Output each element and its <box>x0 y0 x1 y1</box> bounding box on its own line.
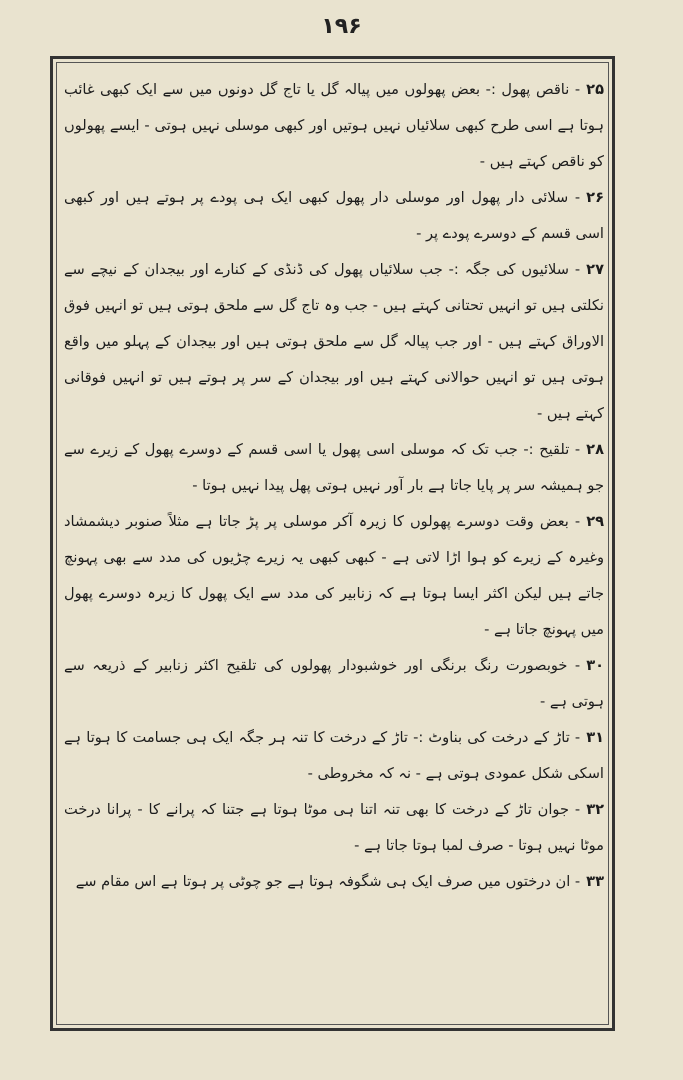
paragraph-number: ۳۰ <box>586 657 605 674</box>
paragraph-number: ۳۳ <box>586 873 604 890</box>
paragraph-number: ۳۲ <box>586 801 605 818</box>
paragraph-number: ۲۵ <box>586 81 604 98</box>
paragraph-text: بعض وقت دوسرے پھولوں کا زیرہ آکر موسلی پر پڑ جاتا ہے مثلاً صنوبر دیشمشاد وغیرہ کے زیرے کو ہوا اڑا لاتی ہے - کبھی کبھی یہ زیرے چڑیوں کی مدد سے بھی پہونچ جاتے ہیں لیکن اکثر ایسا ہوتا ہے کہ زنابیر کی مدد سے ایک پھول کا زیرہ دوسرے پھول میں پہونچ جاتا ہے - <box>64 513 604 638</box>
paragraph-28: ۲۸- تلقیح :- جب تک کہ موسلی اسی پھول یا اسی قسم کے دوسرے پھول کے زیرے سے جو ہمیشہ سر پر پایا جاتا ہے بار آور نہیں ہوتی پھل پیدا نہیں ہوتا - <box>64 441 604 494</box>
paragraph-30: ۳۰- خوبصورت رنگ برنگی اور خوشبودار پھولوں کی تلقیح اکثر زنابیر کے ذریعہ سے ہوتی ہے - <box>64 657 605 710</box>
paragraph-text: ناقص پھول :- بعض پھولوں میں پیالہ گل یا تاج گل دونوں میں سے ایک کبھی غائب ہوتا ہے اسی طرح کبھی سلائیاں نہیں ہوتیں اور کبھی موسلی نہیں ہوتی - ایسے پھولوں کو ناقص کہتے ہیں - <box>64 81 604 170</box>
paragraph-31: ۳۱- تاڑ کے درخت کی بناوٹ :- تاڑ کے درخت کا تنہ ہر جگہ ایک ہی جسامت کا ہوتا ہے اسکی شکل عمودی ہوتی ہے - نہ کہ مخروطی - <box>64 729 605 782</box>
paragraph-text: ان درختوں میں صرف ایک ہی شگوفہ ہوتا ہے جو چوٹی پر ہوتا ہے اس مقام سے <box>75 873 571 890</box>
paragraph-text: تلقیح :- جب تک کہ موسلی اسی پھول یا اسی قسم کے دوسرے پھول کے زیرے سے جو ہمیشہ سر پر پایا جاتا ہے بار آور نہیں ہوتی پھل پیدا نہیں ہوتا - <box>64 441 604 494</box>
paragraph-number: ۲۶ <box>586 189 604 206</box>
paragraph-26: ۲۶- سلائی دار پھول اور موسلی دار پھول کبھی ایک ہی پودے پر ہوتے ہیں اور کبھی اسی قسم کے دوسرے پودے پر - <box>64 189 604 242</box>
paragraph-29: ۲۹- بعض وقت دوسرے پھولوں کا زیرہ آکر موسلی پر پڑ جاتا ہے مثلاً صنوبر دیشمشاد وغیرہ کے زیرے کو ہوا اڑا لاتی ہے - کبھی کبھی یہ زیرے چڑیوں کی مدد سے بھی پہونچ جاتے ہیں لیکن اکثر ایسا ہوتا ہے کہ زنابیر کی مدد سے ایک پھول کا زیرہ دوسرے پھول میں پہونچ جاتا ہے - <box>64 513 605 638</box>
paragraph-32: ۳۲- جوان تاڑ کے درخت کا بھی تنہ اتنا ہی موٹا ہوتا ہے جتنا کہ پرانے کا - پرانا درخت موٹا نہیں ہوتا - صرف لمبا ہوتا جاتا ہے - <box>64 801 605 854</box>
paragraph-27: ۲۷- سلائیوں کی جگہ :- جب سلائیاں پھول کی ڈنڈی کے کنارے اور بیجدان کے نیچے سے نکلتی ہیں تو انہیں تحتانی کہتے ہیں - جب وہ تاج گل سے ملحق ہوتی ہیں تو انہیں فوق الاوراق کہتے ہیں - اور جب پیالہ گل سے ملحق ہوتی ہیں اور بیجدان کے پہلو میں واقع ہوتی ہیں تو انہیں حوالانی کہتے ہیں اور بیجدان کے سر پر ہوتے ہیں تو انہیں فوقانی کہتے ہیں - <box>64 261 604 422</box>
paragraph-33: ۳۳- ان درختوں میں صرف ایک ہی شگوفہ ہوتا ہے جو چوٹی پر ہوتا ہے اس مقام سے <box>75 873 604 890</box>
paragraph-number: ۲۹ <box>586 513 605 530</box>
paragraph-text: خوبصورت رنگ برنگی اور خوشبودار پھولوں کی تلقیح اکثر زنابیر کے ذریعہ سے ہوتی ہے - <box>64 657 604 710</box>
page-text <box>64 72 604 900</box>
paragraph-text: جوان تاڑ کے درخت کا بھی تنہ اتنا ہی موٹا ہوتا ہے جتنا کہ پرانے کا - پرانا درخت موٹا نہیں ہوتا - صرف لمبا ہوتا جاتا ہے - <box>64 801 604 854</box>
paragraph-25: ۲۵- ناقص پھول :- بعض پھولوں میں پیالہ گل یا تاج گل دونوں میں سے ایک کبھی غائب ہوتا ہے اسی طرح کبھی سلائیاں نہیں ہوتیں اور کبھی موسلی نہیں ہوتی - ایسے پھولوں کو ناقص کہتے ہیں - <box>64 81 604 170</box>
paragraph-number: ۲۷ <box>586 261 604 278</box>
paragraph-number: ۳۱ <box>586 729 605 746</box>
paragraph-text: سلائی دار پھول اور موسلی دار پھول کبھی ایک ہی پودے پر ہوتے ہیں اور کبھی اسی قسم کے دوسرے پودے پر - <box>64 189 604 242</box>
paragraph-text: تاڑ کے درخت کی بناوٹ :- تاڑ کے درخت کا تنہ ہر جگہ ایک ہی جسامت کا ہوتا ہے اسکی شکل عمودی ہوتی ہے - نہ کہ مخروطی - <box>64 729 604 782</box>
paragraph-text: سلائیوں کی جگہ :- جب سلائیاں پھول کی ڈنڈی کے کنارے اور بیجدان کے نیچے سے نکلتی ہیں تو انہیں تحتانی کہتے ہیں - جب وہ تاج گل سے ملحق ہوتی ہیں تو انہیں فوق الاوراق کہتے ہیں - اور جب پیالہ گل سے ملحق ہوتی ہیں اور بیجدان کے پہلو میں واقع ہوتی ہیں تو انہیں حوالانی کہتے ہیں اور بیجدان کے سر پر ہوتے ہیں تو انہیں فوقانی کہتے ہیں - <box>64 261 604 422</box>
page-number: ۱۹۶ <box>321 14 362 39</box>
paragraph-number: ۲۸ <box>586 441 604 458</box>
